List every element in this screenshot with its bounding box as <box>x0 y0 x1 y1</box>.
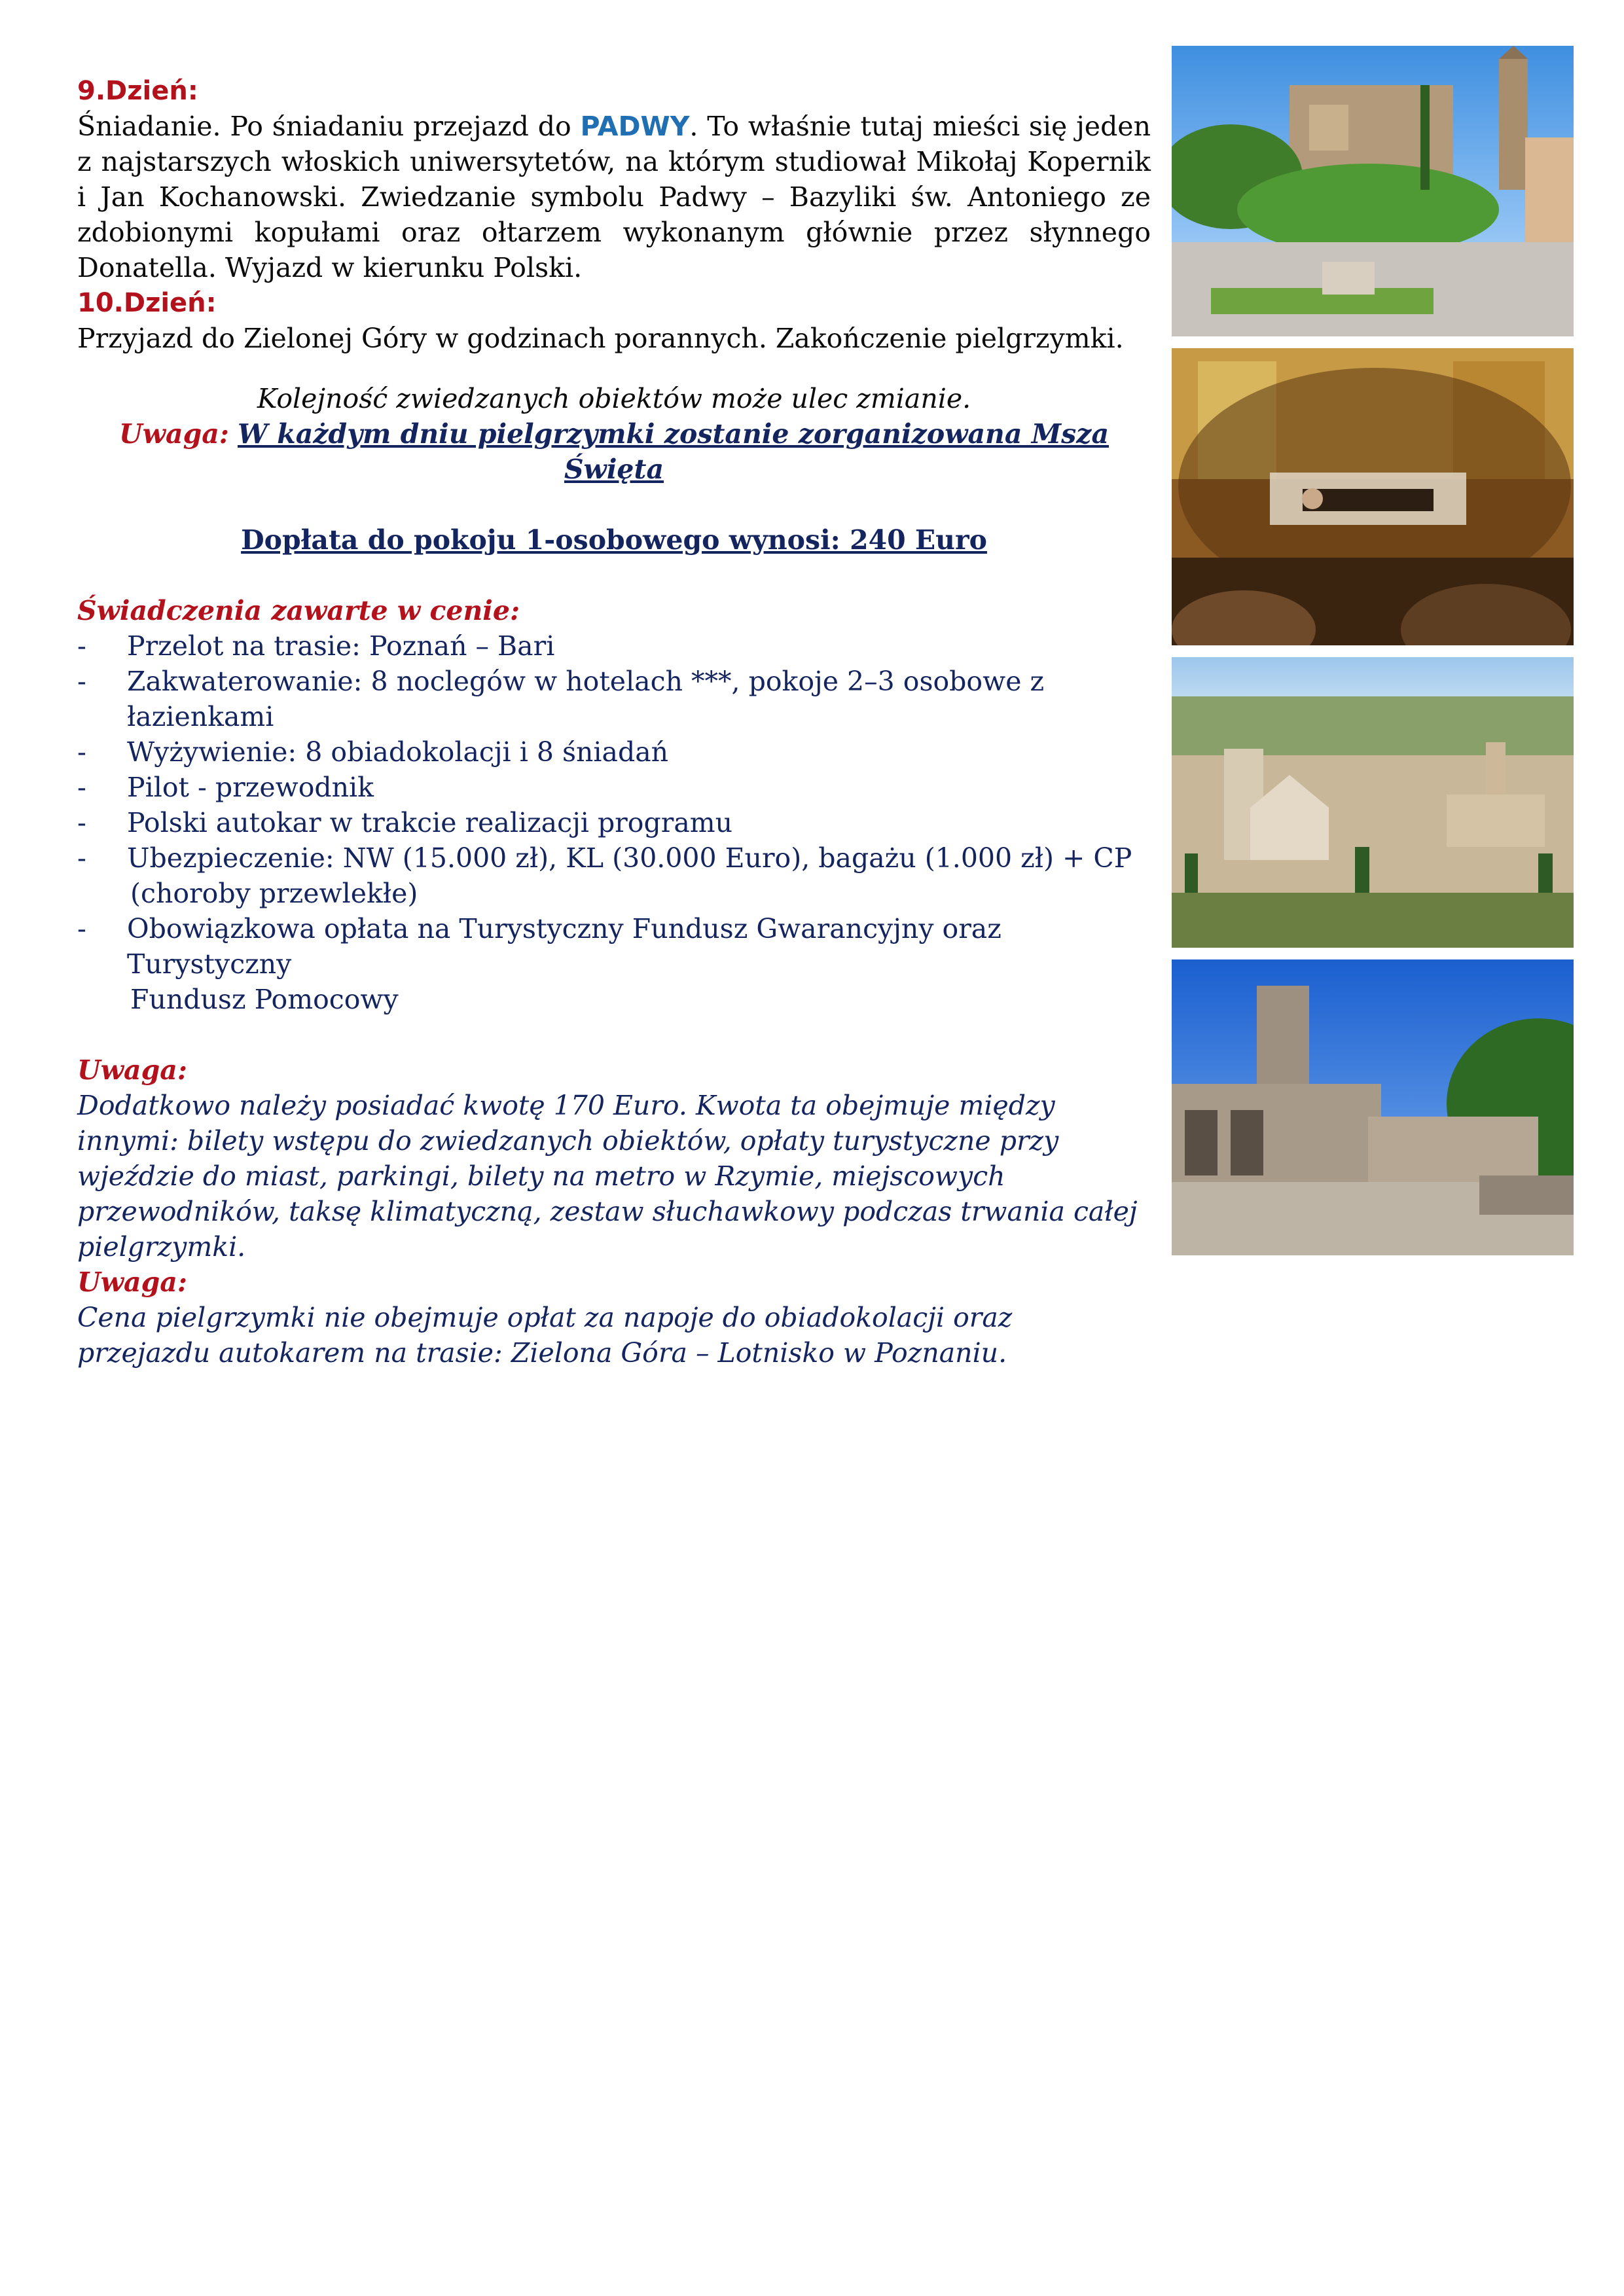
content-column <box>77 73 1151 1371</box>
day9-text-start: Śniadanie. Po śniadaniu przejazd do <box>77 111 581 142</box>
photo-relics <box>1172 348 1574 645</box>
note2-text: Cena pielgrzymki nie obejmuje opłat za napoje do obiadokolacji oraz przejazdu autokarem na trasie: Zielona Góra – Lotnisko w Poznaniu. <box>77 1302 1013 1369</box>
single-room-surcharge: Dopłata do pokoju 1-osobowego wynosi: 240 Euro <box>241 524 987 556</box>
town-square-image <box>1172 46 1574 336</box>
day9-text-end: . To właśnie tutaj mieści się jeden z najstarszych włoskich uniwersytetów, na którym studiował Mikołaj Kopernik i Jan Kochanowski. Zwiedzanie symbolu Padwy – Bazyliki św. Antoniego ze zdobionymi kopułami oraz ołtarzem wykonanym głównie przez słynnego Donatella. Wyjazd w kierunku Polski. <box>77 111 1151 283</box>
day10-heading: 10.Dzień: <box>77 288 217 318</box>
list-item: - Polski autokar w trakcie realizacji programu <box>77 807 733 838</box>
hermitage-image <box>1172 960 1574 1255</box>
photo-assisi-panorama <box>1172 657 1574 948</box>
included-heading: Świadczenia zawarte w cenie: <box>77 595 520 626</box>
list-item: - Pilot - przewodnik <box>77 772 374 803</box>
mass-note-text: W każdym dniu pielgrzymki zostanie zorganizowana Msza Święta <box>237 418 1110 485</box>
included-list <box>77 628 1151 1017</box>
list-item: - Obowiązkowa opłata na Turystyczny Fundusz Gwarancyjny oraz Turystyczny Fundusz Pomocowy <box>77 913 1001 1015</box>
list-item: - Wyżywienie: 8 obiadokolacji i 8 śniadań <box>77 736 669 768</box>
photo-stone-hermitage <box>1172 960 1574 1255</box>
mass-note-label: Uwaga: <box>118 418 229 450</box>
note1-label: Uwaga: <box>77 1054 187 1086</box>
panorama-image <box>1172 657 1574 948</box>
list-item: - Ubezpieczenie: NW (15.000 zł), KL (30.000 Euro), bagażu (1.000 zł) + CP (choroby przewlekłe) <box>77 842 1132 909</box>
day9-heading: 9.Dzień: <box>77 76 198 106</box>
day10-text: Przyjazd do Zielonej Góry w godzinach porannych. Zakończenie pielgrzymki. <box>77 323 1124 354</box>
relics-image <box>1172 348 1574 645</box>
day9-text <box>77 109 1151 285</box>
list-item: - Przelot na trasie: Poznań – Bari <box>77 630 555 662</box>
city-padwy: PADWY <box>580 111 690 142</box>
order-note: Kolejność zwiedzanych obiektów może ulec zmianie. <box>257 383 971 414</box>
list-item: - Zakwaterowanie: 8 noclegów w hotelach ***, pokoje 2–3 osobowe z łazienkami <box>77 666 1045 732</box>
note2-label: Uwaga: <box>77 1266 187 1298</box>
mass-note <box>77 416 1151 487</box>
note1-text: Dodatkowo należy posiadać kwotę 170 Euro. Kwota ta obejmuje między innymi: bilety wstępu do zwiedzanych obiektów, opłaty turystyczne przy wjeździe do miast, parkingi, bilety na metro w Rzymie, miejscowych przewodników, taksę klimatyczną, zestaw słuchawkowy podczas trwania całej pielgrzymki. <box>77 1090 1138 1263</box>
photo-town-square <box>1172 46 1574 336</box>
